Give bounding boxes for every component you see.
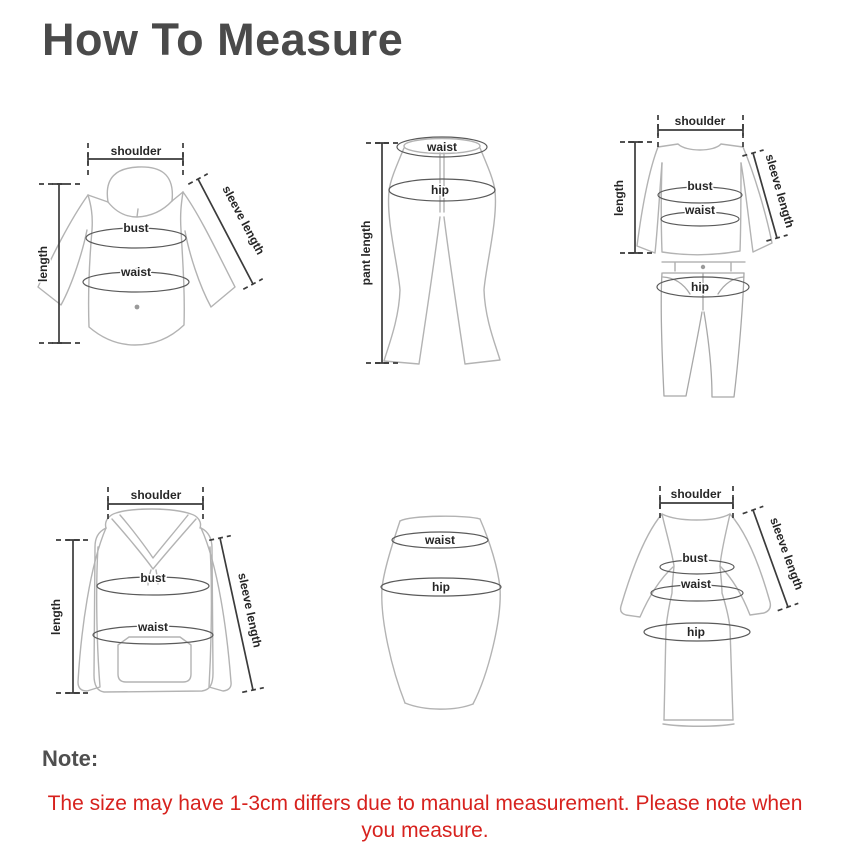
top-set-bust-label: bust xyxy=(687,179,713,193)
shirt-measurements xyxy=(36,143,268,343)
top-outline xyxy=(637,144,772,255)
hoodie-waist-label: waist xyxy=(137,620,169,634)
skirt-hip-label: hip xyxy=(432,580,450,594)
dress-waist-label: waist xyxy=(680,577,712,591)
top-set-sleeve-length-label: sleeve length xyxy=(762,152,798,230)
top-set-length-label: length xyxy=(612,180,626,216)
hoodie-sleeve-length-label: sleeve length xyxy=(235,571,265,649)
hoodie-diagram xyxy=(30,475,300,745)
hoodie-outline xyxy=(78,509,231,692)
note-heading: Note: xyxy=(42,746,99,771)
dress-hip-label: hip xyxy=(687,625,705,639)
pants-length-label: pant length xyxy=(359,220,373,286)
dress-sleeve-length-label: sleeve length xyxy=(767,515,807,592)
hoodie-bust-label: bust xyxy=(140,571,166,585)
page-title: How To Measure xyxy=(42,14,404,65)
dress-diagram xyxy=(600,470,850,755)
pants-outline xyxy=(384,139,500,365)
top-set-shoulder-label: shoulder xyxy=(674,114,726,128)
hoodie-shoulder-label: shoulder xyxy=(130,488,182,502)
shirt-waist-label: waist xyxy=(120,265,152,279)
top-set-diagram xyxy=(600,105,850,415)
dress-outline xyxy=(621,514,771,726)
dress-shoulder-label: shoulder xyxy=(670,487,722,501)
dress-measurements xyxy=(644,486,806,641)
skirt-waist-label: waist xyxy=(424,533,456,547)
pants-measurements xyxy=(359,137,495,363)
pants-hip-label: hip xyxy=(431,183,449,197)
shirt-bust-label: bust xyxy=(123,221,149,235)
dress-bust-label: bust xyxy=(682,551,708,565)
shirt-sleeve-length-label: sleeve length xyxy=(219,183,268,257)
shirt-shoulder-label: shoulder xyxy=(110,144,162,158)
pants-waist-label: waist xyxy=(426,140,458,154)
hoodie-length-label: length xyxy=(49,599,63,635)
hoodie-measurements xyxy=(49,487,265,693)
top-set-measurements xyxy=(612,114,797,297)
top-set-hip-label: hip xyxy=(691,280,709,294)
top-set-waist-label: waist xyxy=(684,203,716,217)
skirt-measurements xyxy=(381,532,501,596)
shirt-diagram xyxy=(25,115,305,395)
note-text: The size may have 1-3cm differs due to manual measurement. Please note when you measure. xyxy=(47,792,803,842)
skirt-diagram xyxy=(360,490,540,720)
shirt-length-label: length xyxy=(36,246,50,282)
pants-diagram xyxy=(330,115,550,395)
